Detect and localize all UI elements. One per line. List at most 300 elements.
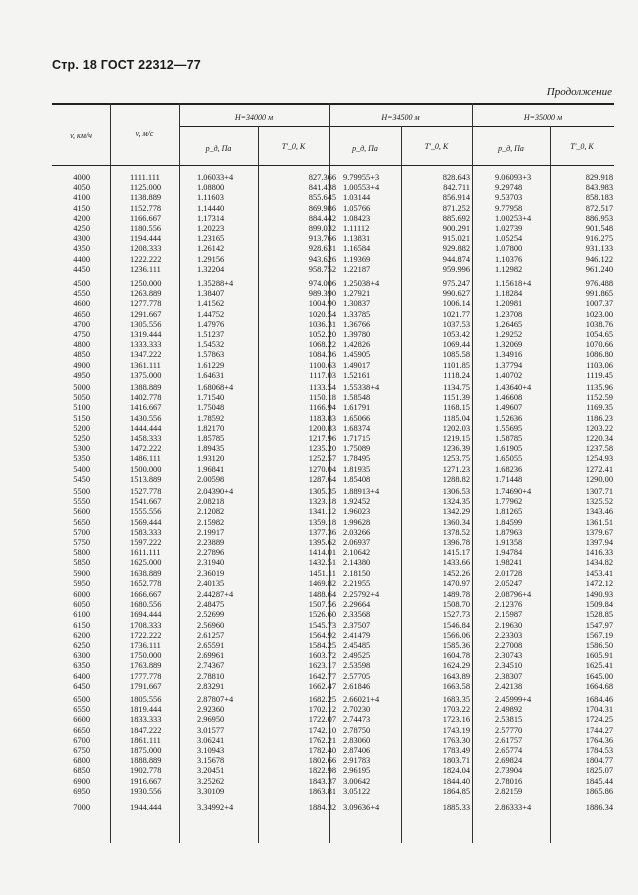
table-cell: 1684.46	[585, 695, 613, 704]
table-cell: 2.96195	[343, 766, 371, 776]
table-cell: 1200.83	[308, 423, 336, 433]
table-cell: 1566.06	[442, 630, 470, 640]
table-cell: 4450	[73, 264, 90, 274]
table-cell: 1662.47	[308, 681, 336, 691]
table-cell: 1803.71	[442, 756, 470, 766]
table-cell: 1053.42	[442, 329, 470, 339]
table-cell: 4900	[73, 360, 90, 370]
table-cell: 1864.85	[442, 786, 470, 796]
table-cell: 2.12376	[495, 600, 523, 610]
table-cell: 1.34916	[495, 350, 523, 360]
table-cell: 1902.778	[130, 766, 162, 776]
table-cell: 2.86333+4	[495, 803, 532, 812]
table-cell: 1564.92	[308, 630, 336, 640]
table-cell: 5650	[73, 517, 90, 527]
table-cell: 1038.76	[585, 319, 613, 329]
table-cell: 2.18150	[343, 568, 371, 578]
table-cell: 6850	[73, 766, 90, 776]
table-cell: 2.48475	[197, 600, 225, 610]
table-cell: 1.20223	[197, 223, 225, 233]
table-cell: 6100	[73, 610, 90, 620]
table-cell: 1.85408	[343, 474, 371, 484]
table-cell: 1.40702	[495, 370, 523, 380]
column-t2	[420, 803, 470, 813]
table-cell: 1509.84	[585, 600, 613, 610]
table-cell: 1271.23	[442, 464, 470, 474]
header-bottom-rule	[52, 165, 614, 166]
table-cell: 1822.98	[308, 766, 336, 776]
header-pressure: p_д, Па	[498, 144, 524, 153]
table-cell: 3.09636+4	[343, 803, 380, 812]
table-cell: 1.57863	[197, 350, 225, 360]
table-cell: 2.01728	[495, 568, 523, 578]
table-cell: 2.74367	[197, 661, 225, 671]
table-cell: 1645.00	[585, 671, 613, 681]
column-p1	[197, 695, 255, 797]
table-cell: 1052.20	[308, 329, 336, 339]
table-cell: 1430.556	[130, 413, 162, 423]
page-header: Стр. 18 ГОСТ 22312—77	[52, 58, 201, 72]
table-cell: 855.645	[308, 193, 336, 203]
table-cell: 1397.94	[585, 537, 613, 547]
table-cell: 1.93120	[197, 454, 225, 464]
table-cell: 1068.22	[308, 340, 336, 350]
table-cell: 2.19917	[197, 527, 225, 537]
table-cell: 1.29156	[197, 254, 225, 264]
table-cell: 1.52636	[495, 413, 523, 423]
table-cell: 2.69961	[197, 651, 225, 661]
table-cell: 1527.73	[442, 610, 470, 620]
column-t2	[420, 173, 470, 275]
table-cell: 829.918	[585, 173, 613, 182]
table-cell: 1527.778	[130, 487, 162, 496]
table-cell: 1.61229	[197, 360, 225, 370]
table-cell: 4250	[73, 223, 90, 233]
table-cell: 9.06093+3	[495, 173, 532, 182]
column-v	[60, 487, 90, 589]
column-t2	[420, 590, 470, 692]
header-group-34000: H=34000 м	[234, 113, 274, 122]
column-ms	[130, 803, 182, 813]
column-t1	[278, 487, 336, 589]
table-cell: 5800	[73, 548, 90, 558]
column-v	[60, 590, 90, 692]
table-cell: 1.92452	[343, 497, 371, 507]
table-cell: 5600	[73, 507, 90, 517]
table-cell: 1236.39	[442, 444, 470, 454]
table-cell: 1.07800	[495, 244, 523, 254]
table-cell: 1736.111	[130, 640, 161, 650]
table-cell: 1.11112	[343, 223, 370, 233]
table-cell: 6900	[73, 776, 90, 786]
table-cell: 1319.444	[130, 329, 162, 339]
table-cell: 1.32204	[197, 264, 225, 274]
table-cell: 1453.41	[585, 568, 613, 578]
table-cell: 1507.56	[308, 600, 336, 610]
column-v	[60, 803, 90, 813]
table-cell: 2.36019	[197, 568, 225, 578]
table-cell: 1.03144	[343, 193, 371, 203]
table-cell: 1.11603	[197, 193, 224, 203]
table-cell: 1469.82	[308, 578, 336, 588]
table-cell: 7000	[73, 803, 90, 812]
table-cell: 899.032	[308, 223, 336, 233]
table-cell: 2.06937	[343, 537, 371, 547]
table-cell: 6250	[73, 640, 90, 650]
table-cell: 1.82170	[197, 423, 225, 433]
table-cell: 1287.64	[308, 474, 336, 484]
table-cell: 5750	[73, 537, 90, 547]
table-cell: 1680.556	[130, 600, 162, 610]
table-cell: 1.71448	[495, 474, 523, 484]
column-t3	[563, 590, 613, 692]
column-t2	[420, 695, 470, 797]
table-cell: 2.52699	[197, 610, 225, 620]
table-cell: 4050	[73, 183, 90, 193]
table-cell: 6400	[73, 671, 90, 681]
table-cell: 1944.444	[130, 803, 162, 812]
table-cell: 4800	[73, 340, 90, 350]
table-cell: 1683.35	[442, 695, 470, 704]
table-cell: 1488.64	[308, 590, 336, 599]
table-cell: 1180.556	[130, 223, 162, 233]
table-cell: 1.36766	[343, 319, 371, 329]
table-cell: 1444.444	[130, 423, 162, 433]
table-cell: 1863.81	[308, 786, 336, 796]
table-cell: 1451.11	[309, 568, 336, 578]
table-cell: 1.47976	[197, 319, 225, 329]
table-cell: 1379.67	[585, 527, 613, 537]
table-cell: 6950	[73, 786, 90, 796]
table-cell: 1.75089	[343, 444, 371, 454]
table-cell: 5150	[73, 413, 90, 423]
table-cell: 944.874	[442, 254, 470, 264]
table-cell: 2.45999+4	[495, 695, 532, 704]
table-cell: 1305.35	[308, 487, 336, 496]
table-cell: 869.986	[308, 203, 336, 213]
table-cell: 2.44287+4	[197, 590, 234, 599]
table-cell: 1.05254	[495, 234, 523, 244]
table-cell: 989.390	[308, 289, 336, 299]
table-cell: 1169.35	[586, 403, 613, 413]
table-cell: 1886.34	[585, 803, 613, 812]
table-cell: 2.12082	[197, 507, 225, 517]
table-cell: 1.12982	[495, 264, 523, 274]
table-cell: 5500	[73, 487, 90, 496]
column-ms	[130, 695, 182, 797]
table-cell: 1.13831	[343, 234, 371, 244]
column-p1	[197, 803, 255, 813]
table-cell: 1865.86	[585, 786, 613, 796]
table-cell: 1.94784	[495, 548, 523, 558]
table-cell: 1433.66	[442, 558, 470, 568]
table-cell: 1805.556	[130, 695, 162, 704]
table-cell: 1361.51	[585, 517, 613, 527]
table-cell: 1.46608	[495, 393, 523, 403]
table-cell: 2.92360	[197, 705, 225, 715]
table-cell: 1.26142	[197, 244, 225, 254]
table-cell: 1742.10	[308, 725, 336, 735]
table-cell: 858.183	[585, 193, 613, 203]
table-cell: 931.133	[585, 244, 613, 254]
table-cell: 1802.66	[308, 756, 336, 766]
table-cell: 1.88913+4	[343, 487, 380, 496]
table-cell: 2.53815	[495, 715, 523, 725]
table-cell: 4000	[73, 173, 90, 182]
table-cell: 9.29748	[495, 183, 523, 193]
table-cell: 4700	[73, 319, 90, 329]
table-cell: 1.68374	[343, 423, 371, 433]
table-cell: 1.45905	[343, 350, 371, 360]
table-cell: 1208.333	[130, 244, 162, 254]
table-cell: 6050	[73, 600, 90, 610]
table-cell: 1605.91	[585, 651, 613, 661]
table-cell: 1323.18	[308, 497, 336, 507]
table-cell: 1625.41	[585, 661, 613, 671]
table-cell: 1325.52	[585, 497, 613, 507]
table-cell: 1.10376	[495, 254, 523, 264]
table-cell: 2.69824	[495, 756, 523, 766]
column-t3	[563, 487, 613, 589]
table-cell: 1414.01	[308, 548, 336, 558]
table-cell: 1541.667	[130, 497, 162, 507]
table-cell: 1432.51	[308, 558, 336, 568]
table-cell: 1884.32	[308, 803, 336, 812]
table-cell: 1220.34	[585, 433, 613, 443]
table-cell: 1103.06	[586, 360, 613, 370]
table-cell: 1.33785	[343, 309, 371, 319]
header-temperature: T'_0, К	[281, 142, 306, 151]
table-cell: 1070.66	[585, 340, 613, 350]
table-cell: 1396.78	[442, 537, 470, 547]
table-cell: 4750	[73, 329, 90, 339]
column-t2	[420, 279, 470, 381]
table-cell: 2.56960	[197, 620, 225, 630]
table-cell: 843.983	[585, 183, 613, 193]
table-cell: 916.275	[585, 234, 613, 244]
table-cell: 1150.18	[309, 393, 336, 403]
table-cell: 990.627	[442, 289, 470, 299]
table-cell: 1434.82	[585, 558, 613, 568]
table-cell: 915.021	[442, 234, 470, 244]
table-cell: 1.78495	[343, 454, 371, 464]
table-cell: 2.27896	[197, 548, 225, 558]
table-cell: 976.488	[585, 279, 613, 288]
table-cell: 1.55338+4	[343, 383, 380, 392]
header-v-kmh: v, км/ч	[70, 131, 92, 140]
column-t1	[278, 695, 336, 797]
table-cell: 1791.667	[130, 681, 162, 691]
table-cell: 1847.222	[130, 725, 162, 735]
column-p2	[343, 487, 401, 589]
table-cell: 2.53598	[343, 661, 371, 671]
table-cell: 9.79955+3	[343, 173, 380, 182]
table-cell: 1183.83	[309, 413, 336, 423]
table-cell: 1290.00	[585, 474, 613, 484]
column-p3	[495, 173, 553, 275]
table-cell: 1513.889	[130, 474, 162, 484]
table-cell: 1.74690+4	[495, 487, 532, 496]
table-cell: 4600	[73, 299, 90, 309]
column-ms	[130, 279, 182, 381]
table-cell: 6550	[73, 705, 90, 715]
column-t3	[563, 173, 613, 275]
table-cell: 1547.97	[585, 620, 613, 630]
table-cell: 2.73904	[495, 766, 523, 776]
header-v-ms: v, м/с	[135, 129, 154, 138]
header-pressure: p_д, Па	[205, 144, 232, 153]
table-cell: 1.51237	[197, 329, 225, 339]
table-cell: 886.953	[585, 213, 613, 223]
table-cell: 1743.19	[442, 725, 470, 735]
table-cell: 5100	[73, 403, 90, 413]
table-cell: 1724.25	[585, 715, 613, 725]
table-cell: 1472.222	[130, 444, 162, 454]
table-cell: 2.31940	[197, 558, 225, 568]
table-cell: 4500	[73, 279, 90, 288]
table-cell: 2.29664	[343, 600, 371, 610]
table-cell: 1.85785	[197, 433, 225, 443]
column-t1	[278, 590, 336, 692]
table-cell: 1185.04	[443, 413, 470, 423]
table-cell: 2.30743	[495, 651, 523, 661]
table-cell: 1416.33	[585, 548, 613, 558]
table-cell: 1569.444	[130, 517, 162, 527]
table-cell: 1490.93	[585, 590, 613, 599]
table-cell: 1377.36	[308, 527, 336, 537]
table-cell: 1844.40	[442, 776, 470, 786]
table-cell: 1819.444	[130, 705, 162, 715]
table-cell: 1.96841	[197, 464, 225, 474]
header-temperature: T'_0, К	[424, 142, 449, 151]
column-p3	[495, 487, 553, 589]
table-cell: 1723.16	[442, 715, 470, 725]
table-cell: 1663.58	[442, 681, 470, 691]
table-cell: 1777.778	[130, 671, 162, 681]
table-cell: 3.25262	[197, 776, 225, 786]
table-cell: 2.42138	[495, 681, 523, 691]
table-cell: 3.34992+4	[197, 803, 234, 812]
table-cell: 1342.29	[442, 507, 470, 517]
column-p3	[495, 695, 553, 797]
table-cell: 1.26465	[495, 319, 523, 329]
table-cell: 1597.222	[130, 537, 162, 547]
table-cell: 975.247	[442, 279, 470, 288]
table-cell: 9.53703	[495, 193, 523, 203]
table-cell: 842.711	[443, 183, 470, 193]
table-cell: 1152.778	[130, 203, 162, 213]
table-cell: 1253.75	[442, 454, 470, 464]
table-cell: 1.32069	[495, 340, 523, 350]
col-divider	[258, 126, 259, 843]
table-cell: 1472.12	[585, 578, 613, 588]
table-cell: 1545.73	[308, 620, 336, 630]
column-p1	[197, 487, 255, 589]
table-cell: 2.96950	[197, 715, 225, 725]
table-cell: 1722.07	[308, 715, 336, 725]
table-cell: 991.865	[585, 289, 613, 299]
table-cell: 1288.82	[442, 474, 470, 484]
table-cell: 1586.50	[585, 640, 613, 650]
table-cell: 1.84599	[495, 517, 523, 527]
column-t1	[278, 383, 336, 485]
table-cell: 1.49607	[495, 403, 523, 413]
table-cell: 1.65055	[495, 454, 523, 464]
table-cell: 1782.40	[308, 745, 336, 755]
column-p1	[197, 279, 255, 381]
table-cell: 1824.04	[442, 766, 470, 776]
table-cell: 1100.63	[309, 360, 336, 370]
table-cell: 1642.77	[308, 671, 336, 681]
table-cell: 1.08423	[343, 213, 371, 223]
table-cell: 2.21955	[343, 578, 371, 588]
table-cell: 885.692	[442, 213, 470, 223]
column-p3	[495, 803, 553, 813]
table-cell: 1722.222	[130, 630, 162, 640]
column-v	[60, 383, 90, 485]
table-cell: 1744.27	[585, 725, 613, 735]
table-cell: 1.54532	[197, 340, 225, 350]
table-cell: 1084.36	[308, 350, 336, 360]
column-p2	[343, 383, 401, 485]
table-cell: 4350	[73, 244, 90, 254]
table-cell: 828.643	[442, 173, 470, 182]
table-cell: 6750	[73, 745, 90, 755]
table-cell: 1263.889	[130, 289, 162, 299]
table-cell: 974.006	[308, 279, 336, 288]
table-cell: 1.64631	[197, 370, 225, 380]
table-cell: 2.33568	[343, 610, 371, 620]
table-cell: 2.23303	[495, 630, 523, 640]
table-cell: 1270.04	[308, 464, 336, 474]
table-cell: 900.291	[442, 223, 470, 233]
table-cell: 6350	[73, 661, 90, 671]
table-cell: 1359.18	[308, 517, 336, 527]
table-cell: 1583.333	[130, 527, 162, 537]
column-p1	[197, 383, 255, 485]
table-cell: 1101.85	[443, 360, 470, 370]
table-cell: 929.882	[442, 244, 470, 254]
table-cell: 1277.778	[130, 299, 162, 309]
table-cell: 2.87807+4	[197, 695, 234, 704]
table-cell: 5300	[73, 444, 90, 454]
table-cell: 1069.44	[442, 340, 470, 350]
table-cell: 1.91358	[495, 537, 523, 547]
table-cell: 1611.111	[130, 548, 161, 558]
table-cell: 4100	[73, 193, 90, 203]
table-cell: 2.00598	[197, 474, 225, 484]
table-cell: 961.240	[585, 264, 613, 274]
table-cell: 2.45485	[343, 640, 371, 650]
table-top-rule	[52, 103, 614, 105]
table-cell: 5550	[73, 497, 90, 507]
data-table	[52, 103, 614, 843]
column-t2	[420, 383, 470, 485]
table-cell: 2.65591	[197, 640, 225, 650]
table-cell: 1.15618+4	[495, 279, 532, 288]
table-cell: 5700	[73, 527, 90, 537]
table-cell: 1343.46	[585, 507, 613, 517]
column-p2	[343, 279, 401, 381]
table-cell: 1.08800	[197, 183, 225, 193]
table-cell: 1885.33	[442, 803, 470, 812]
table-cell: 1151.39	[443, 393, 470, 403]
table-cell: 4550	[73, 289, 90, 299]
table-cell: 4150	[73, 203, 90, 213]
table-cell: 1.65066	[343, 413, 371, 423]
table-cell: 1333.333	[130, 340, 162, 350]
table-cell: 1.87963	[495, 527, 523, 537]
